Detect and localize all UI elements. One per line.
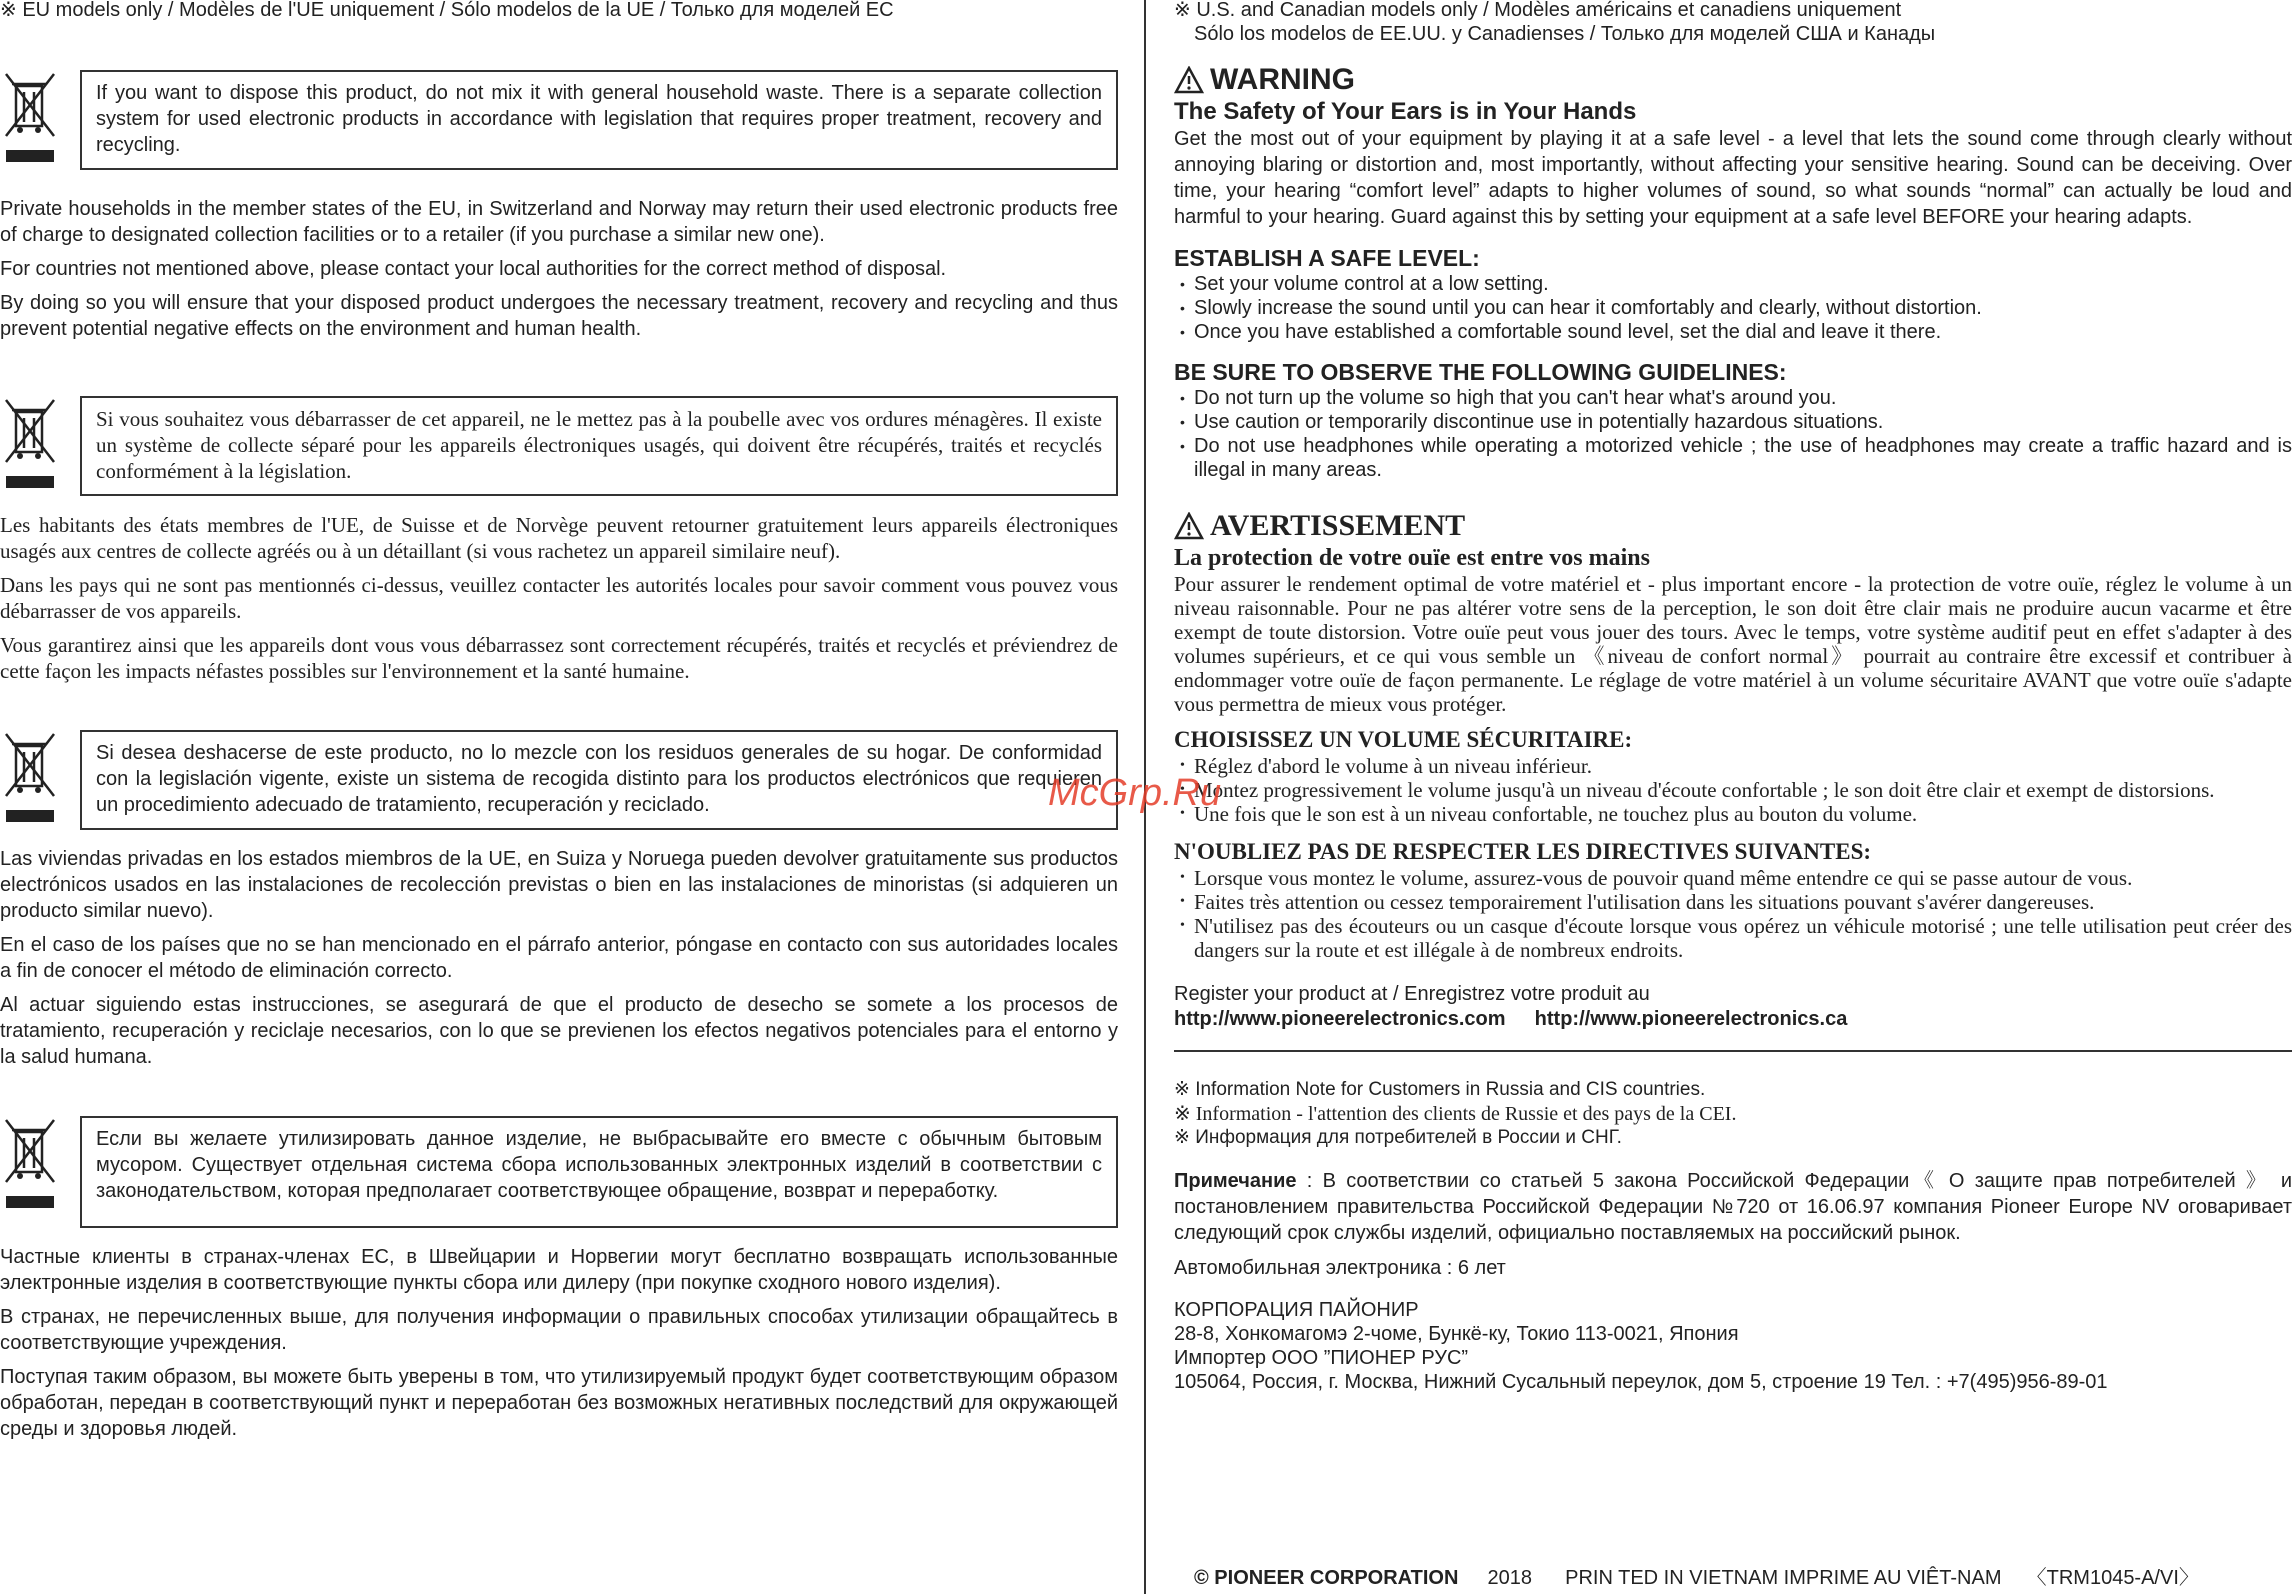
us-models-header-2: Sólo los modelos de EE.UU. y Canadienses / Только для моделей США и Канады xyxy=(1194,23,1936,45)
fr-paragraph-3: Vous garantirez ainsi que les appareils dont vous vous débarrassez sont correctement récupérés, traités et recyclés et préviendrez de cette façon les impacts néfastes possibles sur l'environnement et la santé humaine. xyxy=(0,633,1118,683)
en-safe-level-list xyxy=(1174,272,2292,344)
warning-heading xyxy=(1174,62,2292,98)
fr-guidelines-title: N'OUBLIEZ PAS DE RESPECTER LES DIRECTIVES SUIVANTES: xyxy=(1174,839,1872,864)
en-ear-safety-title: The Safety of Your Ears is in Your Hands xyxy=(1174,98,1637,125)
es-paragraph-3: Al actuar siguiendo estas instrucciones, se asegurará de que el producto de desecho se somete a los procesos de tratamiento, recuperación y reciclaje necesarios, con lo que se previenen los efectos negativos potenciales para el entorno y la salud humana. xyxy=(0,994,1118,1068)
ru-service-life-note xyxy=(1174,1168,2292,1246)
register-links xyxy=(1174,1006,2292,1032)
ru-paragraph-3: Поступая таким образом, вы можете быть уверены в том, что утилизируемый продукт будет соответствующим образом обработан, передан в соответствующий пункт и переработан без возможных негативных последствий для окружающей среды и здоровья людей. xyxy=(0,1366,1118,1440)
en-paragraph-1: Private households in the member states of the EU, in Switzerland and Norway may return their used electronic products free of charge to designated collection facilities or to a retailer (if you purchase a similar new one). xyxy=(0,198,1118,246)
ru-corp-address: 28-8, Хонкомагомэ 2-чоме, Бункё-ку, Токио 113-0021, Япония xyxy=(1174,1323,1739,1345)
ru-importer-address: 105064, Россия, г. Москва, Нижний Сусальный переулок, дом 5, строение 19 Тел. : +7(495)956-89-01 xyxy=(1174,1371,2108,1393)
es-disposal-notice xyxy=(0,730,1118,834)
en-safe-level-title: ESTABLISH A SAFE LEVEL: xyxy=(1174,245,1480,271)
en-ear-safety-intro: Get the most out of your equipment by playing it at a safe level - a level that lets the sound come through clearly without annoying blaring or distortion and, most importantly, without affecting your sensitive hearing. Sound can be deceiving. Over time, your hearing “comfort level” adapts to higher volumes of sound, so what sounds “normal” can actually be loud and harmful to your hearing. Guard against this by setting your equipment at a safe level BEFORE your hearing adapts. xyxy=(1174,128,2292,228)
list-item: • N'utilisez pas des écouteurs ou un casque d'écoute lorsque vous opérez un véhicule motorisé ; une telle utilisation peut créer des dangers sur la route et est illégale à de nombreux endroits. xyxy=(1174,914,2292,962)
fr-safe-level-list xyxy=(1174,754,2292,826)
ru-note-label: Примечание xyxy=(1174,1170,1297,1192)
en-guidelines-list xyxy=(1174,386,2292,482)
section-divider xyxy=(1174,1050,2292,1052)
fr-paragraph-1: Les habitants des états membres de l'UE, de Suisse et de Norvège peuvent retourner gratuitement leurs appareils électroniques usagés aux centres de collecte agréés ou à un détaillant (si vous rachetez un appareil similaire neuf). xyxy=(0,513,1118,563)
ru-corp-name: КОРПОРАЦИЯ ПАЙОНИР xyxy=(1174,1299,1419,1321)
ru-note-text: : В соответствии со статьей 5 закона Российской Федерации《 О защите прав потребителей 》 и постановлением правительства Российской Федерации №720 от 16.06.97 компания Pioneer Europe NV оговаривает следующий срок службы изделий, официально поставляемых на российский рынок. xyxy=(1174,1170,2292,1244)
ru-paragraph-2: В странах, не перечисленных выше, для получения информации о правильных способах утилизации обращайтесь в соответствующие учреждения. xyxy=(0,1306,1118,1354)
list-item: • Lorsque vous montez le volume, assurez-vous de pouvoir quand même entendre ce qui se passe autour de vous. xyxy=(1174,866,2292,890)
avertissement-label: AVERTISSEMENT xyxy=(1210,509,1466,542)
crossed-bin-icon xyxy=(4,398,58,492)
es-paragraph-1: Las viviendas privadas en los estados miembros de la UE, en Suiza y Noruega pueden devolver gratuitamente sus productos electrónicos usados en las instalaciones de recolección previstas o bien en las instalaciones de minoristas (si adquieren un producto similar nuevo). xyxy=(0,848,1118,922)
us-canada-column xyxy=(1174,0,2292,1394)
crossed-bin-icon xyxy=(4,72,58,166)
list-item: • Une fois que le son est à un niveau confortable, ne touchez plus au bouton du volume. xyxy=(1174,802,2292,826)
list-item: • Slowly increase the sound until you can hear it comfortably and clearly, without distortion. xyxy=(1174,296,2292,320)
eu-models-header: ※ EU models only / Modèles de l'UE uniquement / Sólo modelos de la UE / Только для моделей ЕС xyxy=(0,0,894,21)
en-paragraph-2: For countries not mentioned above, please contact your local authorities for the correct method of disposal. xyxy=(0,258,947,280)
crossed-bin-icon xyxy=(4,1118,58,1212)
print-footer xyxy=(1194,1566,2199,1590)
watermark-text: McGrp.Ru xyxy=(1048,772,1222,814)
list-item: • Set your volume control at a low setting. xyxy=(1174,272,2292,296)
list-item: • Do not turn up the volume so high that you can't hear what's around you. xyxy=(1174,386,2292,410)
register-label: Register your product at / Enregistrez votre produit au xyxy=(1174,983,1650,1005)
ru-auto-electronics: Автомобильная электроника : 6 лет xyxy=(1174,1257,1506,1279)
fr-safe-level-title: CHOISISSEZ UN VOLUME SÉCURITAIRE: xyxy=(1174,727,1633,752)
en-disposal-box: If you want to dispose this product, do not mix it with general household waste. There is a separate collection system for used electronic products in accordance with legislation that requires proper treatment, recovery and recycling. xyxy=(80,70,1118,170)
en-paragraph-3: By doing so you will ensure that your disposed product undergoes the necessary treatment, recovery and recycling and thus prevent potential negative effects on the environment and human health. xyxy=(0,292,1118,340)
list-item: • Faites très attention ou cessez temporairement l'utilisation dans les situations pouvant s'avérer dangereuses. xyxy=(1174,890,2292,914)
warning-triangle-icon xyxy=(1174,512,1204,540)
us-models-header: ※ U.S. and Canadian models only / Modèles américains et canadiens uniquement xyxy=(1174,0,1902,21)
fr-paragraph-2: Dans les pays qui ne sont pas mentionnés ci-dessus, veuillez contacter les autorités locales pour savoir comment vous pouvez vous débarrasser de vos appareils. xyxy=(0,573,1118,623)
en-disposal-notice xyxy=(0,70,1118,174)
list-item: • Do not use headphones while operating a motorized vehicle ; the use of headphones may create a traffic hazard and is illegal in many areas. xyxy=(1174,434,2292,482)
model-code: 〈TRM1045-A/VI〉 xyxy=(2026,1567,2199,1589)
eu-disposal-column xyxy=(0,0,1118,1442)
copyright-year: 2018 xyxy=(1487,1567,1533,1589)
info-note-fr: ※ Information - l'attention des clients de Russie et des pays de la CEI. xyxy=(1174,1103,1737,1125)
ru-disposal-notice xyxy=(0,1116,1118,1220)
avertissement-heading xyxy=(1174,508,2292,544)
es-disposal-box: Si desea deshacerse de este producto, no lo mezcle con los residuos generales de su hogar. De conformidad con la legislación vigente, existe un sistema de recogida distinto para los productos electrónicos que requieren un procedimiento adecuado de tratamiento, recuperación y reciclado. xyxy=(80,730,1118,830)
warning-triangle-icon xyxy=(1174,66,1204,94)
copyright-text: © PIONEER CORPORATION xyxy=(1194,1567,1459,1589)
ru-disposal-box: Если вы желаете утилизировать данное изделие, не выбрасывайте его вместе с обычным бытовым мусором. Существует отдельная система сбора использованных электронных изделий в соответствии с законодательством, которая предполагает соответствующее обращение, возврат и переработку. xyxy=(80,1116,1118,1228)
es-paragraph-2: En el caso de los países que no se han mencionado en el párrafo anterior, póngase en contacto con sus autoridades locales a fin de conocer el método de eliminación correcto. xyxy=(0,934,1118,982)
ru-importer: Импортер ООО ”ПИОНЕР РУС” xyxy=(1174,1347,1469,1369)
info-note-ru: ※ Информация для потребителей в России и СНГ. xyxy=(1174,1127,1622,1148)
list-item: • Réglez d'abord le volume à un niveau inférieur. xyxy=(1174,754,2292,778)
fr-disposal-notice xyxy=(0,396,1118,500)
fr-ear-safety-title: La protection de votre ouïe est entre vos mains xyxy=(1174,545,1650,571)
ru-paragraph-1: Частные клиенты в странах-членах ЕС, в Швейцарии и Норвегии могут бесплатно возвращать использованные электронные изделия в соответствующие пункты сбора или дилеру (при покупке сходного нового изделия). xyxy=(0,1246,1118,1294)
fr-guidelines-list xyxy=(1174,866,2292,962)
en-guidelines-title: BE SURE TO OBSERVE THE FOLLOWING GUIDELINES: xyxy=(1174,359,1787,385)
fr-disposal-box: Si vous souhaitez vous débarrasser de cet appareil, ne le mettez pas à la poubelle avec vos ordures ménagères. Il existe un système de collecte séparé pour les appareils électroniques usagés, qui doivent être récupérés, traités et recyclés conformément à la législation. xyxy=(80,396,1118,496)
pioneer-ca-link[interactable]: http://www.pioneerelectronics.ca xyxy=(1534,1008,1848,1030)
list-item: • Once you have established a comfortable sound level, set the dial and leave it there. xyxy=(1174,320,2292,344)
list-item: • Use caution or temporarily discontinue use in potentially hazardous situations. xyxy=(1174,410,2292,434)
fr-ear-safety-intro: Pour assurer le rendement optimal de votre matériel et - plus important encore - la protection de votre ouïe, réglez le volume à un niveau raisonnable. Pour ne pas altérer votre sens de la perception, le son doit être clair mais ne produire aucun vacarme et être exempt de toute distorsion. Votre ouïe peut vous jouer des tours. Avec le temps, votre système auditif peut en effet s'adapter à des volumes supérieurs, et ce qui vous semble un 《niveau de confort normal》 pourrait au contraire être excessif et contribuer à endommager votre ouïe de façon permanente. Le réglage de votre matériel à un volume sécuritaire AVANT que votre ouïe s'adapte vous permettra de mieux vous protéger. xyxy=(1174,572,2292,716)
list-item: • Montez progressivement le volume jusqu'à un niveau d'écoute confortable ; le son doit être clair et exempt de distorsions. xyxy=(1174,778,2292,802)
warning-label: WARNING xyxy=(1210,63,1355,96)
info-note-en: ※ Information Note for Customers in Russia and CIS countries. xyxy=(1174,1079,1706,1100)
pioneer-us-link[interactable]: http://www.pioneerelectronics.com xyxy=(1174,1008,1506,1030)
crossed-bin-icon xyxy=(4,732,58,826)
printed-in: PRIN TED IN VIETNAM IMPRIME AU VIÊT-NAM xyxy=(1565,1567,2002,1589)
